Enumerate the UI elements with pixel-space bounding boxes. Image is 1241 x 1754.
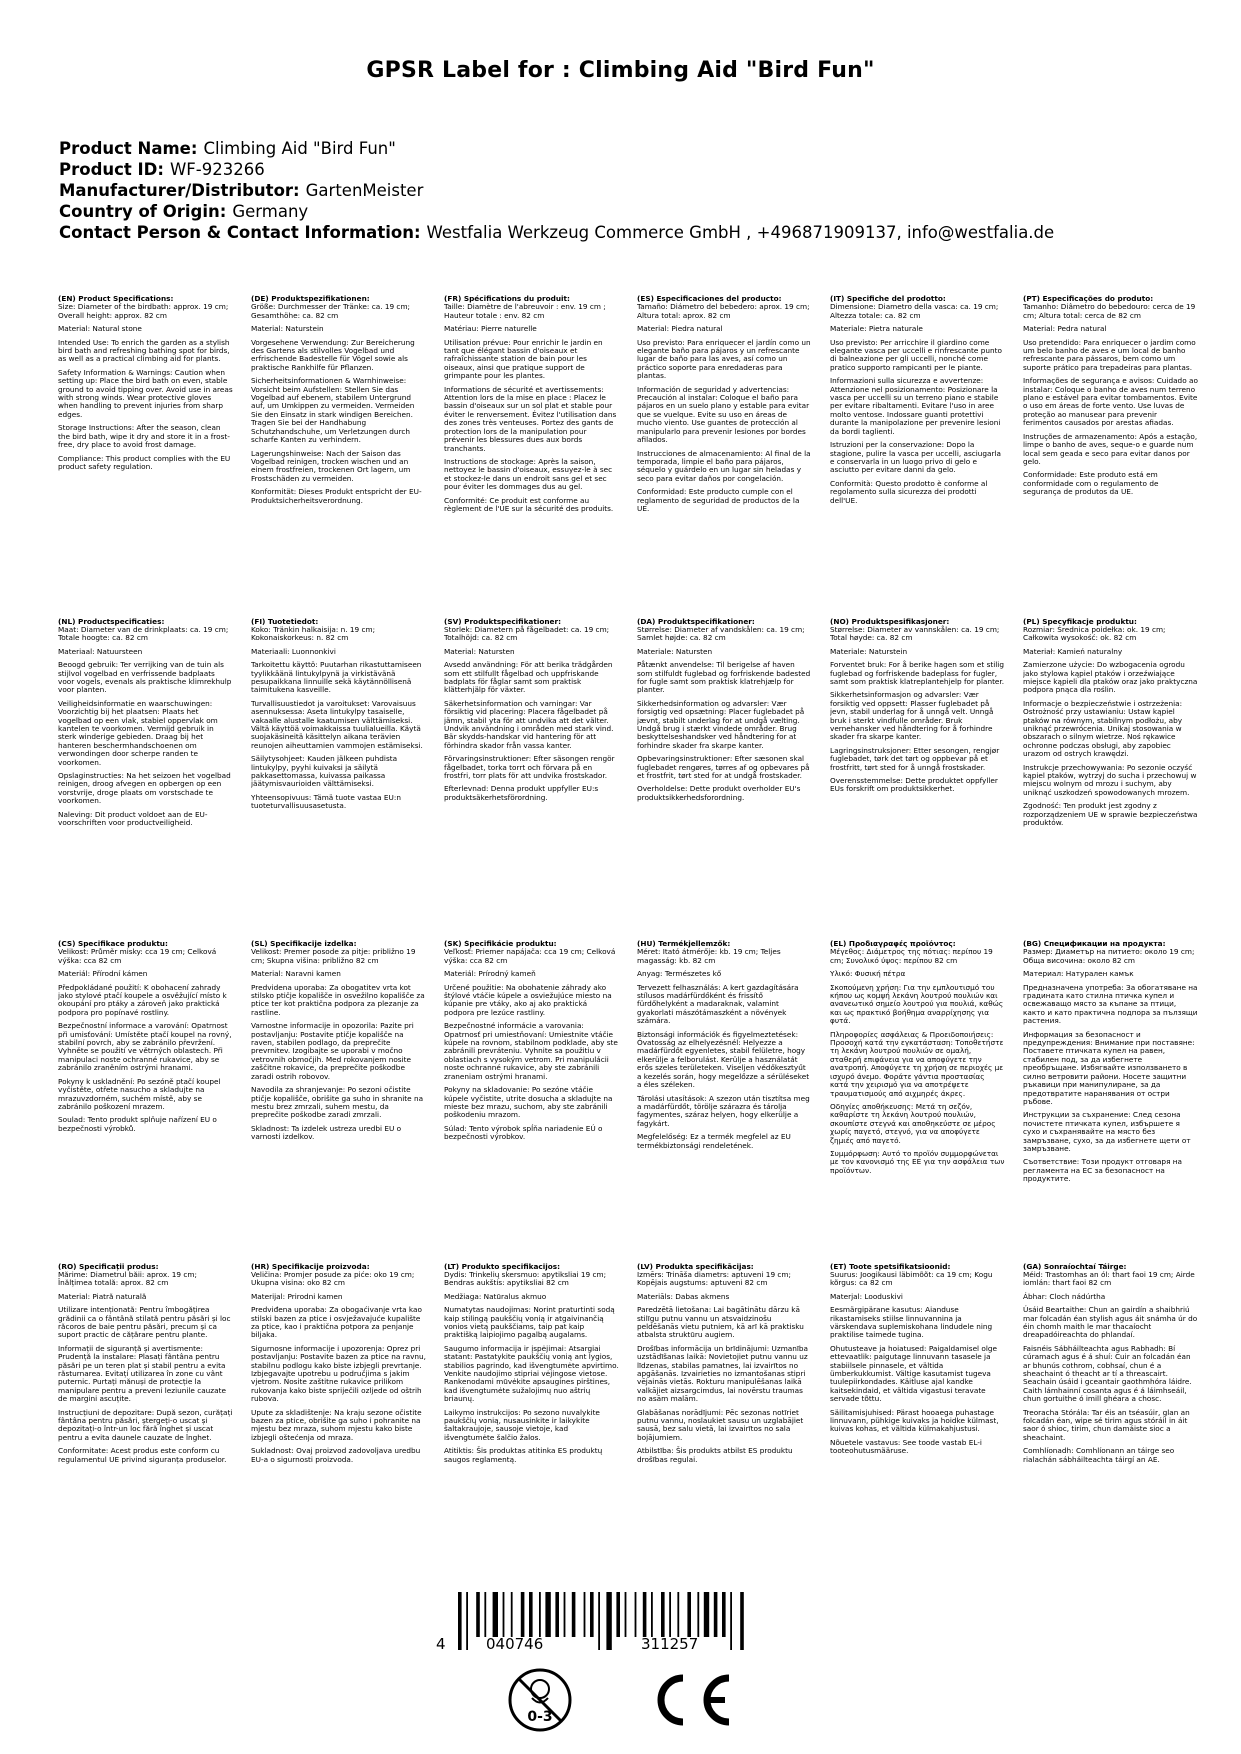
block-paragraph: Comhlíonadh: Comhlíonann an táirge seo rialachán sábháilteachta táirgí an AE. bbox=[1023, 1446, 1175, 1464]
block-paragraph: Drošības informācija un brīdinājumi: Uzmanība uzstādīšanas laikā: Novietojiet putnu vannu uz līdzenas, stabilas pamatnes, lai izvairītos no apgāšanās. Izvairieties no izmantošanas stipri vējainās vietās. Rokturu manipulēšanas laikā valkājiet aizsargcimdus, lai novērstu traumas no asām malām. bbox=[637, 1343, 809, 1404]
block-paragraph: Σκοπούμενη χρήση: Για την εμπλουτισμό του κήπου ως κομψή λεκάνη λουτρού πουλιών και ανανεωτικό σημείο λουτρού για πουλιά, καθώς και ως πρακτικό βοήθημα αναρρίχησης για φυτά. bbox=[830, 982, 1004, 1026]
block-heading: (EN) Product Specifications: bbox=[58, 295, 174, 303]
block-paragraph: Instrucciones de almacenamiento: Al final de la temporada, limpie el baño para pájaros, séquelo y guárdelo en un lugar sin heladas y seco para evitar daños por congelación. bbox=[637, 448, 811, 483]
barcode-bar bbox=[493, 1592, 498, 1637]
block-paragraph: Pokyny k uskladnění: Po sezóně ptačí koupel vyčistěte, otřete nasucho a skladujte na mrazuvzdorném, suchém místě, aby se zabránilo poškození mrazem. bbox=[58, 1076, 221, 1111]
language-block bbox=[830, 940, 1005, 1263]
block-heading: (LT) Produkto specifikacijos: bbox=[444, 1262, 561, 1271]
block-paragraph: Efterlevnad: Denna produkt uppfyller EU:s produktsäkerhetsförordning. bbox=[444, 784, 599, 802]
barcode-bar bbox=[704, 1592, 709, 1637]
block-paragraph: Vorgesehene Verwendung: Zur Bereicherung des Gartens als stilvolles Vogelbad und erfrischende Badestelle für Vögel sowie als praktische Rankhilfe für Pflanzen. bbox=[251, 337, 415, 372]
info-line bbox=[59, 138, 1199, 159]
language-block bbox=[1023, 295, 1198, 618]
block-paragraph: Lagringsinstruksjoner: Etter sesongen, rengjør fuglebadet, tørk det tørt og oppbevar på et frostfritt, tørt sted for å unngå frostskader. bbox=[830, 745, 1000, 772]
barcode-bar bbox=[476, 1592, 480, 1637]
block-paragraph: Medžiaga: Natūralus akmuo bbox=[444, 1291, 547, 1301]
block-paragraph: Sikkerhedsinformation og advarsler: Vær forsigtig ved opsætning: Placer fuglebadet på jævnt, stabilt underlag for at undgå vælting. Undgå brug i stærkt vindede områder. Brug beskyttelseshandsker ved håndtering for at forhindre skader fra skarpe kanter. bbox=[637, 698, 805, 750]
block-paragraph: Πληροφορίες ασφάλειας & Προειδοποιήσεις: Προσοχή κατά την εγκατάσταση: Τοποθετήστε τη λεκάνη λουτρού πουλιών σε ομαλή, σταθερή επιφάνεια για να αποφύγετε την ανατροπή. Αποφύγετε τη χρήση σε περιοχές με ισχυρό άνεμο. Φοράτε γάντια προστασίας κατά την χειρισμό για να αποτρέψετε τραυματισμούς από αιχμηρές άκρες. bbox=[830, 1029, 1004, 1098]
block-paragraph: Dimensione: Diametro della vasca: ca. 19 cm; Altezza totale: ca. 82 cm bbox=[830, 302, 999, 320]
block-paragraph: Materiale: Pietra naturale bbox=[830, 324, 923, 334]
block-heading: (HR) Specifikacije proizvoda: bbox=[251, 1262, 370, 1271]
block-paragraph: Maat: Diameter van de drinkplaats: ca. 19 cm; Totale hoogte: ca. 82 cm bbox=[58, 624, 229, 643]
language-block bbox=[58, 618, 233, 941]
block-paragraph: Avsedd användning: För att berika trädgården som ett stilfullt fågelbad och uppfriskande badplats för fåglar samt som praktisk klätterhjälp för växter. bbox=[444, 660, 613, 695]
language-block bbox=[58, 1263, 233, 1586]
block-heading: (EL) Προδιαγραφές προϊόντος: bbox=[830, 940, 956, 948]
block-heading: (DE) Produktspezifikationen: bbox=[251, 295, 370, 303]
block-paragraph: Påtænkt anvendelse: Til berigelse af haven som stilfuldt fuglebad og forfriskende badested for fugle samt som praktisk klatrehjælp for planter. bbox=[637, 660, 811, 695]
block-paragraph: Instructions de stockage: Après la saison, nettoyez le bassin d'oiseaux, essuyez-le à sec et stockez-le dans un endroit sans gel et sec pour éviter les dommages dus au gel. bbox=[444, 456, 613, 492]
info-line bbox=[59, 159, 1199, 180]
compliance-icons bbox=[505, 1665, 755, 1735]
block-paragraph: Izmērs: Trināša diametrs: aptuveni 19 cm; Kopējais augstums: aptuveni 82 cm bbox=[637, 1269, 791, 1288]
block-paragraph: Zgodność: Ten produkt jest zgodny z rozporządzeniem UE w sprawie bezpieczeństwa produktów. bbox=[1023, 801, 1198, 828]
language-block bbox=[251, 295, 426, 618]
block-paragraph: Uso previsto: Per arricchire il giardino come elegante vasca per uccelli e rinfrescante punto di balneazione per gli uccelli, nonché come pratico supporto rampicanti per le piante. bbox=[830, 337, 1002, 372]
block-paragraph: Laikymo instrukcijos: Po sezono nuvalykite paukščių vonią, nusausinkite ir laikykite šaltakraujoje, sausoje vietoje, kad išvengtumėte šalčio žalos. bbox=[444, 1407, 600, 1442]
block-paragraph: Ábhar: Cloch nádúrtha bbox=[1023, 1291, 1106, 1301]
block-paragraph: Säilytysohjeet: Kauden jälkeen puhdista lintukylpy, pyyhi kuivaksi ja säilytä pakkasettomassa, kuivassa paikassa jäätymisvaurioiden välttämiseksi. bbox=[251, 754, 398, 789]
block-heading: (FR) Spécifications du produit: bbox=[444, 295, 570, 303]
block-paragraph: Megfelelőség: Ez a termék megfelel az EU termékbiztonsági rendeletének. bbox=[637, 1132, 791, 1150]
block-heading: (ES) Especificaciones del producto: bbox=[637, 295, 782, 303]
barcode-bar bbox=[503, 1592, 505, 1637]
block-heading: (NO) Produktspesifikasjoner: bbox=[830, 617, 950, 626]
block-paragraph: Méid: Trastomhas an ól: thart faoi 19 cm; Airde iomlán: thart faoi 82 cm bbox=[1023, 1269, 1195, 1288]
block-paragraph: Størrelse: Diameter af vandskålen: ca. 19 cm; Samlet højde: ca. 82 cm bbox=[637, 624, 805, 643]
block-paragraph: Biztonsági információk és figyelmeztetések: Óvatosság az elhelyezésnél: Helyezze a madárfürdőt egyenletes, stabil felületre, hogy elkerülje a felborulást. Kerülje a használatát erős szeles területeken. Viseljen védőkesztyűt a kezelés során, hogy megelőzze a sérüléseket a éles széleken. bbox=[637, 1029, 810, 1090]
block-paragraph: Určené použitie: Na obohatenie záhrady ako štýlové vtáčie kúpele a osviežujúce miesto na kúpanie pre vtáky, ako aj ako praktická podpora pre lezúce rastliny. bbox=[444, 982, 612, 1017]
language-grid bbox=[58, 295, 1198, 1585]
block-paragraph: Materiaal: Natuursteen bbox=[58, 646, 143, 656]
page-title: GPSR Label for : Climbing Aid "Bird Fun" bbox=[366, 58, 875, 83]
block-paragraph: Инструкции за съхранение: След сезона почистете птичката купел, избършете я сухо и съхранявайте на място без замръзване, сухо, за да избегнете щети от замръзване. bbox=[1023, 1110, 1191, 1153]
block-paragraph: Materiale: Natursten bbox=[637, 646, 713, 656]
block-paragraph: Materjal: Looduskivi bbox=[830, 1291, 903, 1301]
block-paragraph: Soulad: Tento produkt splňuje nařízení EU o bezpečnosti výrobků. bbox=[58, 1115, 217, 1133]
block-paragraph: Tárolási utasítások: A szezon után tisztítsa meg a madárfürdőt, törölje szárazra és tárolja fagymentes, száraz helyen, hogy elkerülje a fagykárt. bbox=[637, 1093, 810, 1128]
block-paragraph: Größe: Durchmesser der Tränke: ca. 19 cm; Gesamthöhe: ca. 82 cm bbox=[251, 302, 411, 320]
block-paragraph: Informations de sécurité et avertissements: Attention lors de la mise en place : Placez le bassin d'oiseaux sur un sol plat et stable pour éviter le renversement. Évitez l'utilisation dans des zones très venteuses. Portez des gants de protection lors de la manipulation pour prévenir les blessures dues aux bords tranchants. bbox=[444, 384, 617, 453]
block-paragraph: Nõuetele vastavus: See toode vastab EL-i tooteohutusmääruse. bbox=[830, 1437, 982, 1456]
barcode-lead-digit: 4 bbox=[436, 1635, 446, 1653]
block-paragraph: Varnostne informacije in opozorila: Pazite pri postavljanju: Postavite ptičje kopališče na raven, stabilen podlago, da preprečite prevrnitev. Izogibajte se uporabi v močno vetrovnih območjih. Med rokovanjem nosite zaščitne rokavice, da preprečite poškodbe zaradi ostrih robovov. bbox=[251, 1021, 414, 1081]
block-paragraph: Veličina: Promjer posude za piće: oko 19 cm; Ukupna visina: oko 82 cm bbox=[251, 1269, 415, 1288]
block-paragraph: Saugumo informacija ir įspėjimai: Atsargiai statant: Pastatykite paukščių vonią ant lygios, stabilios pagrindo, kad išvengtumėte apvirtimo. Venkite naudojimo stipriai vėjingose vietose. Rankenodami mūvėkite apsaugines pirštines, kad išvengtumėte sužalojimų nuo aštrių briaunų. bbox=[444, 1343, 619, 1404]
barcode-bar bbox=[572, 1592, 576, 1637]
block-paragraph: Förvaringsinstruktioner: Efter säsongen rengör fågelbadet, torka torrt och förvara på en frostfri, torr plats för att undvika frostskador. bbox=[444, 754, 615, 780]
block-paragraph: Beoogd gebruik: Ter verrijking van de tuin als stijlvol vogelbad en verfrissende badplaats voor vogels, evenals als praktische klimrekhulp voor planten. bbox=[58, 660, 232, 695]
block-paragraph: Paredzētā lietošana: Lai bagātinātu dārzu kā stilīgu putnu vannu un atsvaidzinošu peldēšanās vietu putniem, kā arī kā praktisku atbalsta struktūru augiem. bbox=[637, 1305, 804, 1340]
block-paragraph: Tervezett felhasználás: A kert gazdagítására stílusos madárfürdőként és frissítő fürdőhelyként a madaraknak, valamint gyakorlati mászótámaszként a növények számára. bbox=[637, 982, 799, 1026]
block-paragraph: Tarkoitettu käyttö: Puutarhan rikastuttamiseen tyylikkäänä lintukylpynä ja virkistävänä pesupaikkana linnuille sekä käytännöllisenä taimitukena kasveille. bbox=[251, 660, 422, 695]
block-paragraph: Conformitate: Acest produs este conform cu regulamentul UE privind siguranța produselor. bbox=[58, 1446, 227, 1464]
barcode-bar bbox=[511, 1592, 513, 1637]
block-paragraph: Sicherheitsinformationen & Warnhinweise: Vorsicht beim Aufstellen: Stellen Sie das Vogelbad auf ebenem, stabilem Untergrund auf, um Umkippen zu vermeiden. Vermeiden Sie den Einsatz in stark windigen Bereichen. Tragen Sie bei der Handhabung Schutzhandschuhe, um Verletzungen durch scharfe Kanten zu verhindern. bbox=[251, 376, 415, 445]
barcode-bar bbox=[545, 1592, 550, 1637]
block-heading: (RO) Specificații produs: bbox=[58, 1262, 159, 1271]
block-paragraph: Mărime: Diametrul băii: aprox. 19 cm; Înălțimea totală: aprox. 82 cm bbox=[58, 1269, 197, 1288]
info-label: Manufacturer/Distributor: bbox=[59, 181, 300, 200]
block-heading: (LV) Produkta specifikācijas: bbox=[637, 1262, 754, 1271]
barcode-bar bbox=[616, 1592, 620, 1637]
block-paragraph: Materiał: Kamień naturalny bbox=[1023, 646, 1123, 656]
info-label: Product Name: bbox=[59, 139, 198, 158]
language-block bbox=[637, 295, 812, 618]
block-paragraph: Съответствие: Този продукт отговаря на регламента на ЕС за безопасност на продуктите. bbox=[1023, 1157, 1183, 1184]
block-heading: (BG) Спецификации на продукта: bbox=[1023, 940, 1166, 948]
language-block bbox=[830, 295, 1005, 618]
block-paragraph: Materiál: Přírodní kámen bbox=[58, 969, 148, 979]
barcode-bar bbox=[722, 1592, 726, 1637]
block-paragraph: Zamierzone użycie: Do wzbogacenia ogrodu jako stylowa kąpiel ptaków i orzeźwiające miejsce kąpieli dla ptaków oraz jako praktyczna podpora pnąca dla roślin. bbox=[1023, 660, 1198, 695]
block-heading: (ET) Toote spetsifikatsioonid: bbox=[830, 1262, 951, 1271]
barcode-bar bbox=[539, 1592, 541, 1637]
block-paragraph: Material: Piatră naturală bbox=[58, 1291, 147, 1301]
block-paragraph: Konformität: Dieses Produkt entspricht der EU-Produktsicherheitsverordnung. bbox=[251, 487, 422, 505]
block-paragraph: Sigurnosne informacije i upozorenja: Oprez pri postavljanju: Postavite bazen za ptice na ravnu, stabilnu podlogu kako biste izbjegli prevrtanje. Izbjegavajte upotrebu u područjima s jakim vjetrom. Nosite zaštitne rukavice prilikom rukovanja kako biste spriječili ozljede od oštrih rubova. bbox=[251, 1343, 426, 1404]
block-heading: (GA) Sonraíochtaí Táirge: bbox=[1023, 1262, 1127, 1271]
block-paragraph: Veľkosť: Priemer napájača: cca 19 cm; Celková výška: cca 82 cm bbox=[444, 947, 616, 965]
block-paragraph: Informacje o bezpieczeństwie i ostrzeżenia: Ostrożność przy ustawianiu: Ustaw kąpiel ptaków na równym, stabilnym podłożu, aby uniknąć przewrócenia. Unikaj stosowania w obszarach o silnym wietrze. Noś rękawice ochronne podczas obsługi, aby zapobiec urazom od ostrych krawędzi. bbox=[1023, 698, 1183, 759]
block-paragraph: Předpokládané použití: K obohacení zahrady jako stylové ptačí koupele a osvěžující místo k okoupání pro ptáky a zároveň jako praktická podpora pro popínavé rostliny. bbox=[58, 982, 227, 1017]
block-paragraph: Информация за безопасност и предупреждения: Внимание при поставяне: Поставете птичката купел на равен, стабилен под, за да избегнете преобръщане. Избягвайте използването в силно ветровити райони. Носете защитни ръкавици при манипулиране, за да предотвратите наранявания от остри ръбове. bbox=[1023, 1029, 1195, 1106]
block-paragraph: Intended Use: To enrich the garden as a stylish bird bath and refreshing bathing spot for birds, as well as a practical climbing aid for plants. bbox=[58, 337, 230, 364]
block-paragraph: Uso pretendido: Para enriquecer o jardim como um belo banho de aves e um local de banho refrescante para pássaros, bem como um suporte prático para trepadeiras para plantas. bbox=[1023, 337, 1196, 372]
language-block bbox=[444, 940, 619, 1263]
block-paragraph: Overensstemmelse: Dette produktet oppfyller EUs forskrift om produktsikkerhet. bbox=[830, 776, 998, 794]
block-paragraph: Material: Piedra natural bbox=[637, 324, 723, 334]
block-paragraph: Eesmärgipärane kasutus: Aianduse rikastamiseks stiilse linnuvannina ja värskendava suplemiskohana lindudele ning praktilise taimede tugina. bbox=[830, 1305, 993, 1340]
block-paragraph: Material: Natursten bbox=[444, 646, 515, 656]
block-paragraph: Upute za skladištenje: Na kraju sezone očistite bazen za ptice, obrišite ga suho i pohranite na mjestu bez mraza, suhom mjestu kako biste izbjegli oštećenja od mraza. bbox=[251, 1407, 422, 1442]
block-paragraph: Uso previsto: Para enriquecer el jardín como un elegante baño para pájaros y un refrescante lugar de baño para las aves, así como un práctico soporte para enredaderas para plantas. bbox=[637, 337, 811, 381]
block-paragraph: Opbevaringsinstruktioner: Efter sæsonen skal fuglebadet rengøres, tørres af og opbevares på et frostfrit, tørt sted for at undgå frostskader. bbox=[637, 754, 810, 780]
language-block bbox=[637, 1263, 812, 1586]
info-label: Product ID: bbox=[59, 160, 164, 179]
block-paragraph: Οδηγίες αποθήκευσης: Μετά τη σεζόν, καθαρίστε τη λεκάνη λουτρού πουλιών, σκουπίστε στεγνά και αποθηκεύστε σε μέρος χωρίς παγετό, στεγνό, για να αποφύγετε ζημιές από παγετό. bbox=[830, 1101, 996, 1145]
svg-text:0-3: 0-3 bbox=[527, 1709, 553, 1725]
block-heading: (PT) Especificações do produto: bbox=[1023, 295, 1154, 303]
block-heading: (CS) Specifikace produktu: bbox=[58, 940, 168, 948]
block-paragraph: Predvidena uporaba: Za obogatitev vrta kot stilsko ptičje kopališče in osvežilno kopališče za ptice ter kot praktična podpora za plezanje za rastline. bbox=[251, 982, 425, 1017]
block-paragraph: Materijal: Prirodni kamen bbox=[251, 1291, 343, 1301]
block-paragraph: Συμμόρφωση: Αυτό το προϊόν συμμορφώνεται με τον κανονισμό της ΕΕ για την ασφάλεια των προϊόντων. bbox=[830, 1148, 1005, 1175]
block-paragraph: Säkerhetsinformation och varningar: Var försiktig vid placering: Placera fågelbadet på jämn, stabil yta för att undvika att det välter. Undvik användning i områden med stark vind. Bär skydds-handskar vid hantering för att förhindra skador från vassa kanter. bbox=[444, 698, 614, 750]
block-paragraph: Safety Information & Warnings: Caution when setting up: Place the bird bath on even, stable ground to avoid tipping over. Avoid use in areas with strong winds. Wear protective gloves when handling to prevent injuries from sharp edges. bbox=[58, 367, 233, 419]
block-paragraph: Conformidad: Este producto cumple con el reglamento de seguridad de productos de la UE. bbox=[637, 487, 800, 513]
block-paragraph: Informații de siguranță și avertismente: Prudență la instalare: Plasați fântâna pentru păsări pe un teren plat și stabil pentru a evita răsturnarea. Evitați utilizarea în zone cu vânt puternic. Purtați mănuși de protecție la manipulare pentru a preveni leziunile cauzate de margini ascuțite. bbox=[58, 1343, 226, 1404]
language-block bbox=[830, 1263, 1005, 1586]
block-paragraph: Materiāls: Dabas akmens bbox=[637, 1291, 730, 1301]
info-value: Westfalia Werkzeug Commerce GmbH , +496871909137, info@westfalia.de bbox=[426, 223, 1055, 242]
barcode-bar bbox=[555, 1592, 559, 1637]
block-heading: (HU) Termékjellemzők: bbox=[637, 940, 731, 948]
block-paragraph: Veiligheidsinformatie en waarschuwingen: Voorzichtig bij het plaatsen: Plaats het vogelbad op een vlak, stabiel oppervlak om kantelen te voorkomen. Vermijd gebruik in sterk winderige gebieden. Draag bij het hanteren beschermhandschoenen om verwondingen door scherpe randen te voorkomen. bbox=[58, 698, 218, 767]
block-paragraph: Anyag: Természetes kő bbox=[637, 969, 722, 979]
block-paragraph: Tamanho: Diâmetro do bebedouro: cerca de 19 cm; Altura total: cerca de 82 cm bbox=[1023, 302, 1196, 320]
block-paragraph: Naleving: Dit product voldoet aan de EU-voorschriften voor productveiligheid. bbox=[58, 809, 208, 828]
language-block bbox=[444, 1263, 619, 1586]
block-paragraph: Koko: Tränkin halkaisija: n. 19 cm; Kokonaiskorkeus: n. 82 cm bbox=[251, 624, 376, 643]
block-paragraph: Storage Instructions: After the season, clean the bird bath, wipe it dry and store it in a frost-free, dry place to avoid frost damage. bbox=[58, 423, 230, 450]
block-paragraph: Material: Natural stone bbox=[58, 324, 142, 334]
info-value: GartenMeister bbox=[305, 181, 424, 200]
barcode-bar bbox=[529, 1592, 533, 1637]
info-line bbox=[59, 222, 1199, 243]
block-paragraph: Bezpečnostní informace a varování: Opatrnost při umisťování: Umístěte ptačí koupel na rovný, stabilní povrch, aby se zabránilo převržení. Vyhněte se použití ve větrných oblastech. Při manipulaci noste ochranné rukavice, aby se zabránilo zraněním ostrými hranami. bbox=[58, 1021, 232, 1073]
block-paragraph: Compliance: This product complies with the EU product safety regulation. bbox=[58, 453, 231, 471]
block-paragraph: Suurus: Joogikausi läbimõõt: ca 19 cm; Kogu kõrgus: ca 82 cm bbox=[830, 1269, 993, 1288]
block-paragraph: Informações de segurança e avisos: Cuidado ao instalar: Coloque o banho de aves num terreno plano e estável para evitar tombamentos. Evite o uso em áreas de forte vento. Use luvas de proteção ao manusear para prevenir ferimentos causados por arestas afiadas. bbox=[1023, 376, 1198, 428]
barcode-right-digits: 311257 bbox=[641, 1635, 699, 1653]
info-label: Contact Person & Contact Information: bbox=[59, 223, 421, 242]
block-paragraph: Atbilstība: Šis produkts atbilst ES produktu drošības regulai. bbox=[637, 1446, 793, 1464]
info-value: Germany bbox=[232, 202, 309, 221]
block-paragraph: Rozmiar: Średnica poidełka: ok. 19 cm; Całkowita wysokość: ok. 82 cm bbox=[1023, 624, 1166, 643]
barcode-bar bbox=[635, 1592, 637, 1637]
barcode-bar bbox=[643, 1592, 647, 1637]
block-paragraph: Súlad: Tento výrobok spĺňa nariadenie EÚ o bezpečnosti výrobkov. bbox=[444, 1123, 603, 1142]
barcode-bar bbox=[677, 1592, 679, 1637]
block-heading: (SK) Špecifikácie produktu: bbox=[444, 940, 557, 948]
language-block bbox=[830, 618, 1005, 941]
block-paragraph: Instruções de armazenamento: Após a estação, limpe o banho de aves, seque-o e guarde num local sem geada e seco para evitar danos por gelo. bbox=[1023, 431, 1198, 466]
language-block bbox=[1023, 618, 1198, 941]
block-paragraph: Instrucțiuni de depozitare: După sezon, curățați fântâna pentru păsări, ștergeți-o uscat și depozitați-o într-un loc fără înghet și uscat pentru a evita daunele cauzate de înghet. bbox=[58, 1407, 233, 1442]
block-paragraph: Säilitamisjuhised: Pärast hooaega puhastage linnuvann, pühkige kuivaks ja hoidke külmast, kuivas kohas, et vältida külmakahjustusi. bbox=[830, 1407, 999, 1434]
block-paragraph: Skladnost: Ta izdelek ustreza uredbi EU o varnosti izdelkov. bbox=[251, 1123, 402, 1142]
barcode-bar bbox=[584, 1592, 586, 1637]
block-paragraph: Istruzioni per la conservazione: Dopo la stagione, pulire la vasca per uccelli, asciugarla e conservarla in un luogo privo di gelo e asciutto per evitare danni da gelo. bbox=[830, 440, 1002, 475]
block-paragraph: Размер: Диаметър на питието: около 19 cm; Обща височина: около 82 cm bbox=[1023, 947, 1195, 965]
block-paragraph: Predviđena uporaba: Za obogaćivanje vrta kao stilski bazen za ptice i osvježavajuće kupalište za ptice, kao i praktična potpora za penjanje biljaka. bbox=[251, 1305, 422, 1340]
block-paragraph: Материал: Натурален камък bbox=[1023, 969, 1134, 979]
block-paragraph: Velikost: Průměr misky: cca 19 cm; Celková výška: cca 82 cm bbox=[58, 947, 217, 965]
language-block bbox=[637, 940, 812, 1263]
block-heading: (IT) Specifiche del prodotto: bbox=[830, 295, 946, 303]
language-block bbox=[251, 940, 426, 1263]
barcode-bar bbox=[697, 1592, 699, 1637]
block-paragraph: Forventet bruk: For å berike hagen som et stilig fuglebad og forfriskende badeplass for fugler, samt som praktisk klatreplantehjelp for planter. bbox=[830, 660, 1005, 686]
barcode-bar bbox=[669, 1592, 671, 1637]
barcode-bar bbox=[521, 1592, 525, 1637]
block-paragraph: Sikkerhetsinformasjon og advarsler: Vær forsiktig ved oppsett: Plasser fuglebadet på jevn, stabil underlag for å unngå velt. Unngå bruk i sterkt vindfulle områder. Bruk vernehansker ved håndtering for å forhindre skader fra skarpe kanter. bbox=[830, 690, 994, 742]
block-heading: (NL) Productspecificaties: bbox=[58, 617, 165, 626]
barcode-bar bbox=[687, 1592, 691, 1637]
barcode-bar bbox=[625, 1592, 627, 1637]
block-paragraph: Velikost: Premer posode za pitje: približno 19 cm; Skupna višina: približno 82 cm bbox=[251, 947, 416, 965]
block-paragraph: Material: Pedra natural bbox=[1023, 324, 1107, 334]
language-block bbox=[1023, 1263, 1198, 1586]
barcode-bar bbox=[661, 1592, 665, 1637]
block-paragraph: Utilisation prévue: Pour enrichir le jardin en tant que élégant bassin d'oiseaux et rafraîchissante station de bain pour les oiseaux, ainsi que pratique support de grimpante pour les plantes. bbox=[444, 337, 603, 381]
barcode-bar bbox=[714, 1592, 718, 1637]
barcode-left-digits: 040746 bbox=[486, 1635, 544, 1653]
language-block bbox=[58, 295, 233, 618]
product-info bbox=[59, 138, 1199, 243]
block-heading: (PL) Specyfikacje produktu: bbox=[1023, 617, 1137, 626]
block-paragraph: Tamaño: Diámetro del bebedero: aprox. 19 cm; Altura total: aprox. 82 cm bbox=[637, 302, 810, 320]
block-paragraph: Turvallisuustiedot ja varoitukset: Varovaisuus asennuksessa: Aseta lintukylpy tasaiselle, vakaalle alustalle kaatumisen välttämiseksi. Vältä käyttöä voimakkaissa tuulialueilla. Käytä suojakäsineitä käsittelyn aikana terävien reunojen aiheuttamien vammojen estämiseksi. bbox=[251, 698, 423, 750]
block-heading: (DA) Produktspecifikationer: bbox=[637, 617, 755, 626]
block-paragraph: Taille: Diamètre de l'abreuvoir : env. 19 cm ; Hauteur totale : env. 82 cm bbox=[444, 302, 606, 320]
block-heading: (SL) Specifikacije izdelka: bbox=[251, 940, 357, 948]
block-paragraph: Storlek: Diametern på fågelbadet: ca. 19 cm; Totalhöjd: ca. 82 cm bbox=[444, 624, 610, 643]
block-paragraph: Numatytas naudojimas: Norint praturtinti sodą kaip stilingą paukščių vonią ir atgaivinančią vonios vietą paukščiams, taip pat kaip praktišką laipiojimo pagalbą augalams. bbox=[444, 1305, 615, 1340]
language-block bbox=[444, 295, 619, 618]
barcode-bar bbox=[590, 1592, 594, 1637]
block-paragraph: Material: Naravni kamen bbox=[251, 969, 341, 979]
block-paragraph: Atitiktis: Šis produktas atitinka ES produktų saugos reglamentą. bbox=[444, 1446, 603, 1464]
language-block bbox=[444, 618, 619, 941]
info-label: Country of Origin: bbox=[59, 202, 227, 221]
block-paragraph: Materiaali: Luonnonkivi bbox=[251, 646, 336, 656]
block-paragraph: Conformidade: Este produto está em conformidade com o regulamento de segurança de produtos da UE. bbox=[1023, 470, 1159, 497]
block-paragraph: Ohutusteave ja hoiatused: Paigaldamisel olge ettevaatlik: paigutage linnuvann tasasele ja stabiilsele pinnasele, et vältida ümberkukkumist. Vältige kasutamist tugeva tuulepiirkondades. Käitluse ajal kandke kaitsekindaid, et vältida vigastusi teravate servade tõttu. bbox=[830, 1343, 998, 1404]
block-heading: (FI) Tuotetiedot: bbox=[251, 617, 319, 626]
block-paragraph: Μέγεθος: Διάμετρος της πότιας: περίπου 19 cm; Συνολικό ύψος: περίπου 82 cm bbox=[830, 947, 993, 965]
language-block bbox=[637, 618, 812, 941]
info-value: WF-923266 bbox=[169, 160, 265, 179]
ce-mark-icon bbox=[645, 1670, 735, 1730]
block-paragraph: Sukladnost: Ovaj proizvod zadovoljava uredbu EU-a o sigurnosti proizvoda. bbox=[251, 1446, 421, 1464]
info-value: Climbing Aid "Bird Fun" bbox=[203, 139, 396, 158]
block-paragraph: Предназначена употреба: За обогатяване на градината като стилна птичка купел и освежаващо място за къпане за птици, както и като практична подпора за пълзящи растения. bbox=[1023, 982, 1198, 1026]
block-paragraph: Størrelse: Diameter av vannskålen: ca. 19 cm; Total høyde: ca. 82 cm bbox=[830, 624, 1000, 643]
block-paragraph: Informazioni sulla sicurezza e avvertenze: Attenzione nel posizionamento: Posizionare la vasca per uccelli su un terreno piano e stabile per evitare ribaltamenti. Evitare l'uso in aree molto ventose. Indossare guanti protettivi durante la manipolazione per prevenire lesioni da bordi taglienti. bbox=[830, 376, 1001, 436]
language-block bbox=[251, 1263, 426, 1586]
block-paragraph: Conformità: Questo prodotto è conforme al regolamento sulla sicurezza dei prodotti dell'UE. bbox=[830, 478, 988, 505]
block-paragraph: Navodila za shranjevanje: Po sezoni očistite ptičje kopališče, obrišite ga suho in shranite na mestu brez zmrzali, suhem mestu, da preprečite poškodbe zaradi zmrzali. bbox=[251, 1085, 424, 1120]
info-line bbox=[59, 201, 1199, 222]
block-paragraph: Materiale: Naturstein bbox=[830, 646, 908, 656]
barcode-digits bbox=[436, 1635, 806, 1655]
block-paragraph: Material: Naturstein bbox=[251, 324, 324, 334]
block-paragraph: Utilizare intenționată: Pentru îmbogățirea grădinii ca o fântână stilată pentru păsări și loc răcoros de baie pentru păsări, precum și ca suport practic de cățărare pentru plante. bbox=[58, 1305, 231, 1340]
block-paragraph: Conformité: Ce produit est conforme au règlement de l'UE sur la sécurité des produits. bbox=[444, 495, 614, 513]
age-warning-0-3-icon bbox=[505, 1665, 575, 1735]
block-paragraph: Materiál: Prírodný kameň bbox=[444, 969, 536, 979]
language-block bbox=[58, 940, 233, 1263]
block-paragraph: Size: Diameter of the birdbath: approx. 19 cm; Overall height: approx. 82 cm bbox=[58, 302, 229, 320]
block-paragraph: Instrukcje przechowywania: Po sezonie oczyść kąpiel ptaków, wytrzyj do sucha i przechowuj w miejscu wolnym od mrozu i suchym, aby uniknąć uszkodzeń spowodowanych mrozem. bbox=[1023, 762, 1197, 797]
block-paragraph: Υλικό: Φυσική πέτρα bbox=[830, 969, 906, 979]
block-paragraph: Bezpečnostné informácie a varovania: Opatrnosť pri umiestňovaní: Umiestnite vtáčie kúpele na rovnom, stabilnom podklade, aby ste zabránili prevráteniu. Vyhnite sa použitiu v oblastiach s vysokým vetrom. Pri manipulácii noste ochranné rukavice, aby ste zabránili zraneniam ostrými hranami. bbox=[444, 1021, 618, 1081]
block-paragraph: Méret: Itató átmérője: kb. 19 cm; Teljes magasság: kb. 82 cm bbox=[637, 947, 781, 965]
block-paragraph: Treoracha Stórála: Tar éis an tséasúir, glan an folcadán éan, wipe sé tirim agus stóráil in áit saor ó shioc, tirim, chun damáiste sioc a sheachaint. bbox=[1023, 1407, 1190, 1442]
language-block bbox=[251, 618, 426, 941]
block-paragraph: Overholdelse: Dette produkt overholder EU's produktsikkerhedsforordning. bbox=[637, 784, 801, 802]
barcode-bar bbox=[651, 1592, 653, 1637]
info-line bbox=[59, 180, 1199, 201]
block-paragraph: Información de seguridad y advertencias: Precaución al instalar: Coloque el baño para pájaros en un suelo plano y estable para evitar que se vuelque. Evite su uso en áreas de mucho viento. Use guantes de protección al manipularlo para prevenir lesiones por bordes afilados. bbox=[637, 384, 810, 445]
barcode-bar bbox=[564, 1592, 566, 1637]
block-paragraph: Matériau: Pierre naturelle bbox=[444, 324, 537, 334]
block-paragraph: Faisnéis Sábháilteachta agus Rabhadh: Bí cúramach agus é á shuí: Cuir an folcadán éan ar bhunús cothrom, cobhsaí, chun é a sheachaint ó theacht ar tí a threascairt. Seachain úsáid i gceantair gaothmhóra láidre. Caith lámhainní cosanta agus é á láimhseáil, chun gortuithe ó imill ghéara a chosc. bbox=[1023, 1343, 1192, 1404]
block-paragraph: Opslaginstructies: Na het seizoen het vogelbad reinigen, droog afvegen en opbergen op een vorstvrije, droge plaats om vorstschade te voorkomen. bbox=[58, 771, 231, 806]
block-heading: (SV) Produktspecifikationer: bbox=[444, 617, 562, 626]
language-block bbox=[1023, 940, 1198, 1263]
barcode-bar bbox=[484, 1592, 486, 1637]
block-paragraph: Yhteensopivuus: Tämä tuote vastaa EU:n tuoteturvallisuusasetusta. bbox=[251, 792, 401, 811]
block-paragraph: Pokyny na skladovanie: Po sezóne vtáčie kúpele vyčistite, utrite dosucha a skladujte na mieste bez mrazu, suchom, aby ste zabránili poškodeniu mrazom. bbox=[444, 1085, 613, 1120]
block-paragraph: Úsáid Beartaithe: Chun an gairdín a shaibhriú mar folcadán éan stylish agus áit snámha úr do éin chomh maith le mar thacaíocht dreapadóireachta do phlandaí. bbox=[1023, 1305, 1198, 1340]
block-paragraph: Lagerungshinweise: Nach der Saison das Vogelbad reinigen, trocken wischen und an einem frostfreien, trockenen Ort lagern, um Frostschäden zu vermeiden. bbox=[251, 448, 411, 483]
block-paragraph: Glabāšanas norādījumi: Pēc sezonas notīriet putnu vannu, noslaukiet sausu un uzglabājiet sausā, bez salu vietā, lai izvairītos no sala bojājumiem. bbox=[637, 1407, 804, 1442]
block-paragraph: Dydis: Trinkelių skersmuo: apytiksliai 19 cm; Bendras aukštis: apytiksliai 82 cm bbox=[444, 1269, 607, 1288]
